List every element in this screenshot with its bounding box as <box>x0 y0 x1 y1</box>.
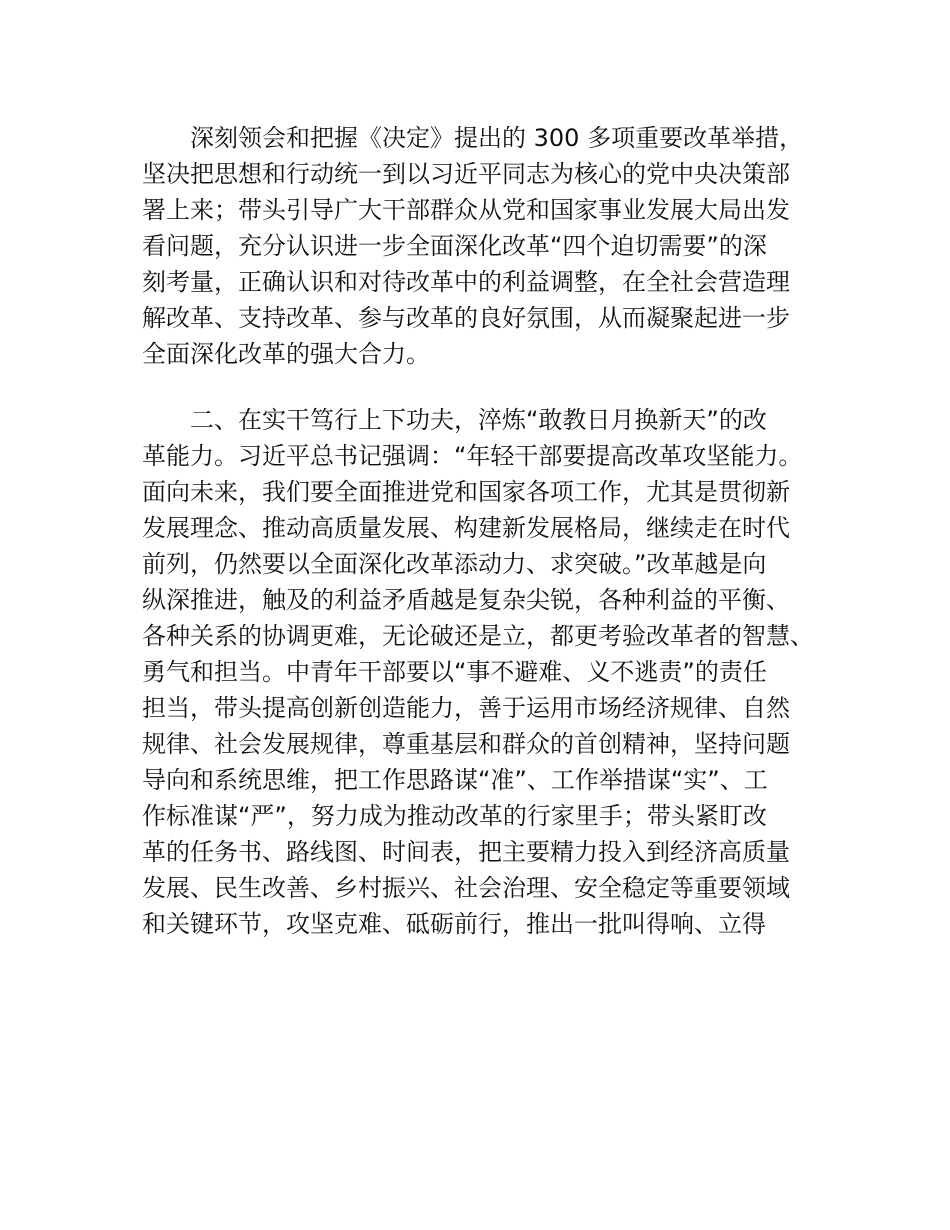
text-line: 刻考量，正确认识和对待改革中的利益调整，在全社会营造理 <box>142 268 790 296</box>
text-line: 署上来；带头引导广大干部群众从党和国家事业发展大局出发 <box>142 196 790 224</box>
text-line: 规律、社会发展规律，尊重基层和群众的首创精神，坚持问题 <box>142 730 790 758</box>
text-line: 各种关系的协调更难，无论破还是立，都更考验改革者的智慧、 <box>142 622 814 650</box>
text-line: 纵深推进，触及的利益矛盾越是复杂尖锐，各种利益的平衡、 <box>142 586 790 614</box>
text-line: 革的任务书、路线图、时间表，把主要精力投入到经济高质量 <box>142 838 790 866</box>
text-line: 全面深化改革的强大合力。 <box>142 340 430 368</box>
text-line: 解改革、支持改革、参与改革的良好氛围，从而凝聚起进一步 <box>142 304 790 332</box>
text-line: 坚决把思想和行动统一到以习近平同志为核心的党中央决策部 <box>142 160 790 188</box>
text-line: 担当，带头提高创新创造能力，善于运用市场经济规律、自然 <box>142 694 790 722</box>
text-line: 深刻领会和把握《决定》提出的 300 多项重要改革举措， <box>142 124 804 152</box>
text-line: 革能力。习近平总书记强调：“年轻干部要提高改革攻坚能力。 <box>142 442 803 470</box>
text-line: 面向未来，我们要全面推进党和国家各项工作，尤其是贯彻新 <box>142 478 790 506</box>
text-line: 二、在实干笃行上下功夫，淬炼“敢教日月换新天”的改 <box>142 406 767 434</box>
text-line: 发展、民生改善、乡村振兴、社会治理、安全稳定等重要领域 <box>142 874 790 902</box>
text-line: 勇气和担当。中青年干部要以“事不避难、义不逃责”的责任 <box>142 658 767 686</box>
text-line: 前列，仍然要以全面深化改革添动力、求突破。”改革越是向 <box>142 550 767 578</box>
text-line: 看问题，充分认识进一步全面深化改革“四个迫切需要”的深 <box>142 232 767 260</box>
text-line: 和关键环节，攻坚克难、砥砺前行，推出一批叫得响、立得 <box>142 910 766 938</box>
text-line: 作标准谋“严”，努力成为推动改革的行家里手；带头紧盯改 <box>142 802 767 830</box>
text-line: 导向和系统思维，把工作思路谋“准”、工作举措谋“实”、工 <box>142 766 768 794</box>
text-line: 发展理念、推动高质量发展、构建新发展格局，继续走在时代 <box>142 514 790 542</box>
